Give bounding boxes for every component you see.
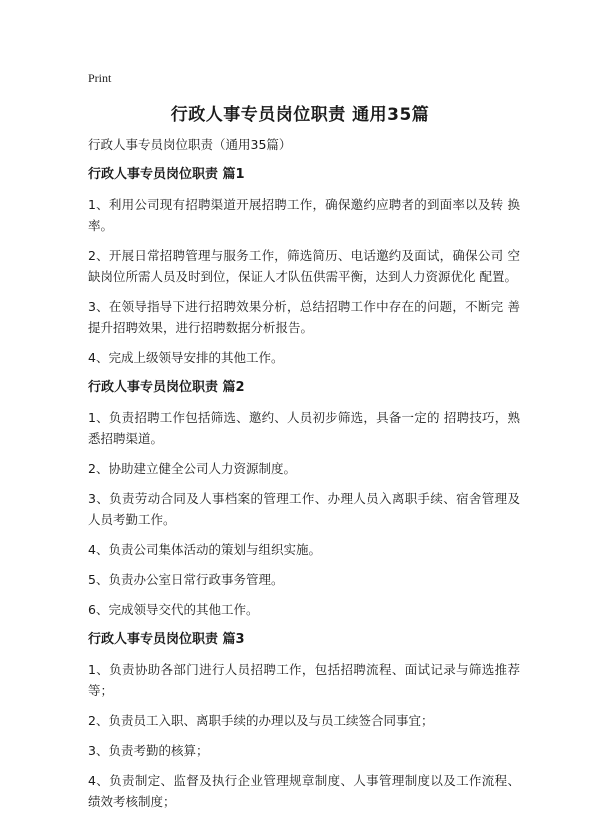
list-item: 2、开展日常招聘管理与服务工作，筛选简历、电话邀约及面试，确保公司 空缺岗位所需人员及时到位，保证人才队伍供需平衡，达到人力资源优化 配置。 [88, 248, 520, 284]
document-body [88, 134, 520, 821]
list-item: 1、负责招聘工作包括筛选、邀约、人员初步筛选，具备一定的 招聘技巧，熟悉招聘渠道。 [88, 410, 520, 446]
list-item: 4、负责公司集体活动的策划与组织实施。 [88, 542, 321, 557]
list-item: 3、负责考勤的核算； [88, 743, 209, 758]
section-2 [88, 377, 520, 620]
list-item: 2、协助建立健全公司人力资源制度。 [88, 461, 296, 476]
list-item: 4、负责制定、监督及执行企业管理规章制度、人事管理制度以及工作流程、绩效考核制度； [88, 773, 520, 809]
print-label: Print [88, 71, 112, 85]
document-subtitle: 行政人事专员岗位职责（通用35篇） [88, 137, 292, 152]
list-item: 3、负责劳动合同及人事档案的管理工作、办理人员入离职手续、宿舍管理及人员考勤工作。 [88, 491, 520, 527]
list-item: 5、负责办公室日常行政事务管理。 [88, 572, 284, 587]
list-item: 3、在领导指导下进行招聘效果分析，总结招聘工作中存在的问题，不断完 善提升招聘效果，进行招聘数据分析报告。 [88, 299, 520, 335]
list-item: 1、利用公司现有招聘渠道开展招聘工作，确保邀约应聘者的到面率以及转 换率。 [88, 197, 520, 233]
list-item: 4、完成上级领导安排的其他工作。 [88, 350, 284, 365]
section-3 [88, 629, 520, 812]
page-title: 行政人事专员岗位职责 通用35篇 [170, 105, 430, 125]
list-item: 6、完成领导交代的其他工作。 [88, 602, 259, 617]
section-heading: 行政人事专员岗位职责 篇1 [88, 167, 245, 182]
section-heading: 行政人事专员岗位职责 篇2 [88, 380, 245, 395]
section-heading: 行政人事专员岗位职责 篇3 [88, 632, 245, 647]
list-item: 2、负责员工入职、离职手续的办理以及与员工续签合同事宜； [88, 713, 434, 728]
list-item: 1、负责协助各部门进行人员招聘工作，包括招聘流程、面试记录与筛选推荐等； [88, 662, 520, 698]
section-1 [88, 164, 520, 368]
